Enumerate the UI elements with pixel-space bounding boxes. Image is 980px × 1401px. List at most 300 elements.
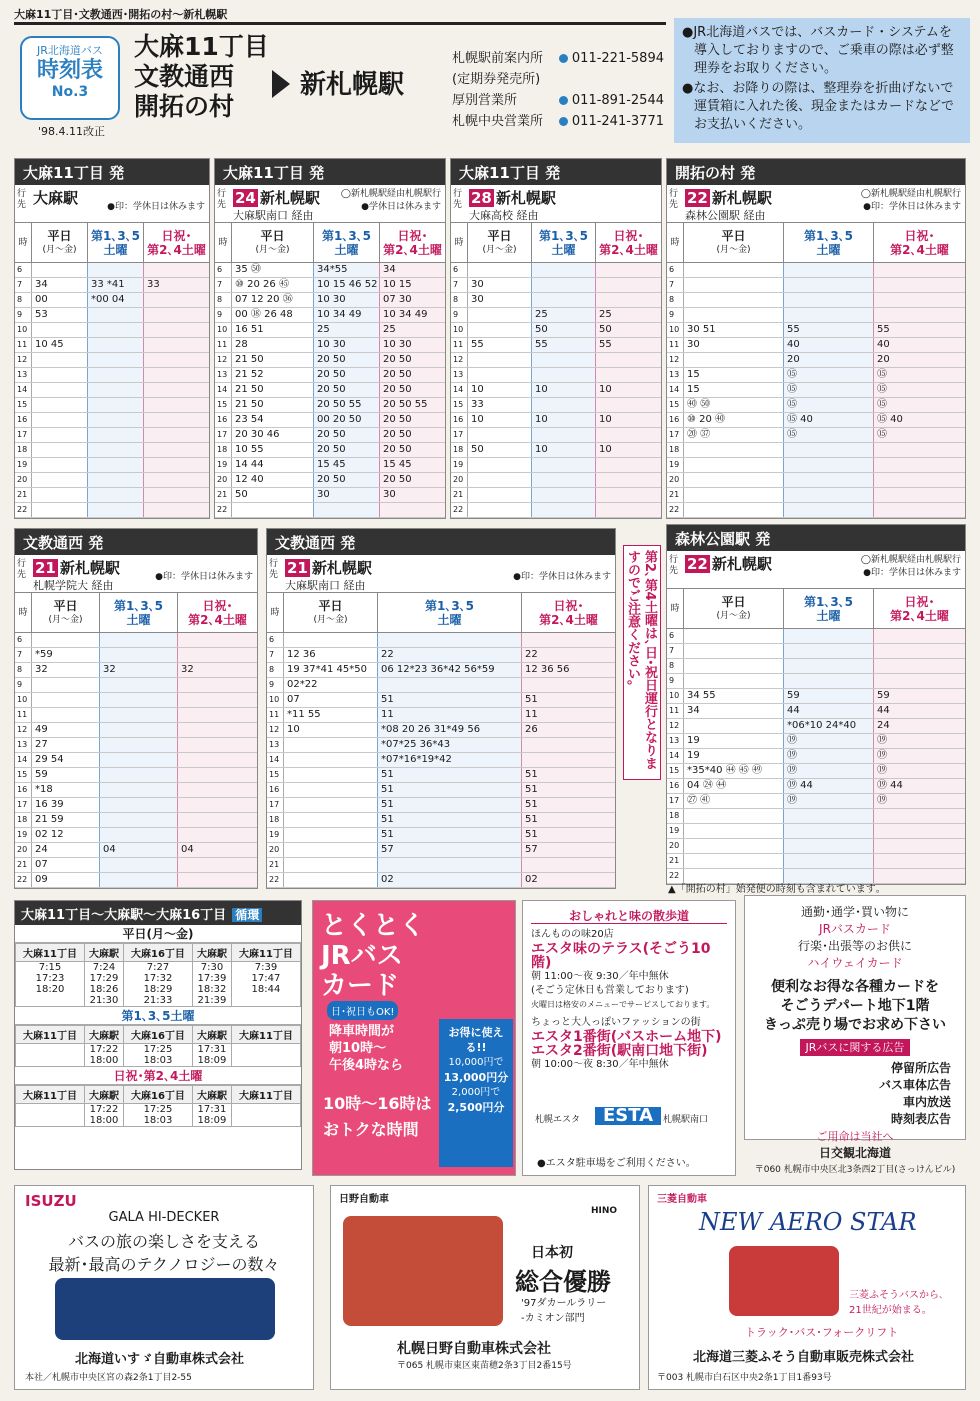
esta-1ban: エスタ1番街(バスホーム地下) [531,1029,722,1045]
saturday-cell [531,293,595,307]
loop-time-cell: 7:15 17:23 18:20 [16,962,85,1007]
holiday-cell [595,278,661,292]
table-row [267,768,615,783]
saturday-warning: 第2､第4土曜は､日･祝日運行となりますのでご注意ください｡ [623,545,661,780]
holiday-cell: 02 [521,873,615,887]
weekday-cell: 50 [467,443,531,457]
holiday-cell: 11 [521,708,615,722]
hour-cell: 19 [217,460,228,469]
isuzu-copy: バスの旅の楽しさを支える [67,1232,260,1251]
hour-cell: 18 [453,445,464,454]
weekday-cell [283,873,377,887]
weekday-cell [683,674,783,688]
loop-time-cell [231,1104,300,1127]
table-row [15,843,257,858]
route-via: 大麻高校 経由 [469,209,539,222]
holiday-cell: 07 30 [379,293,445,307]
saturday-cell [99,813,177,827]
hour-cell: 6 [669,265,675,274]
holiday-cell: 51 [521,828,615,842]
esta-ad [522,900,736,1176]
hour-cell: 17 [269,800,280,809]
weekday-cell: ㉗ ㊶ [683,794,783,808]
holiday-cell [521,858,615,872]
hour-cell: 10 [269,695,280,704]
nikko-text: 行楽･出張等のお供に [797,939,912,953]
arrow-right-icon [272,70,290,98]
hino-address: 〒065 札幌市東区東苗穂2条3丁目2番15号 [397,1361,572,1371]
holiday-cell [595,368,661,382]
hour-cell: 8 [669,661,675,670]
hino-company: 札幌日野自動車株式会社 [397,1341,551,1357]
saturday-cell: 25 [531,308,595,322]
hour-cell: 20 [17,475,28,484]
holiday-cell: 20 50 55 [379,398,445,412]
saturday-cell [783,659,873,673]
weekday-cell [283,828,377,842]
holiday-cell [521,678,615,692]
saturday-cell [99,753,177,767]
table-row [267,678,615,693]
table-row [215,353,445,368]
holiday-cell: ⑮ 40 [873,413,965,427]
loop-time-cell: 17:31 18:09 [192,1044,231,1067]
weekday-cell [31,413,87,427]
esta-parking: ●エスタ駐車場をご利用ください｡ [537,1158,691,1169]
saturday-cell [377,858,521,872]
weekday-cell [31,383,87,397]
table-row [667,428,965,443]
weekday-cell [31,368,87,382]
hino-logo: HINO [591,1206,618,1216]
weekday-cell: 16 39 [31,798,99,812]
table-row [667,368,965,383]
saturday-cell [99,648,177,662]
esta-hours: 朝 11:00～夜 9:30／年中無休 [531,971,669,982]
column-headers: 時 平日 (月～金) 第1､3､5 土曜 日祝･ 第2､4土曜 [267,593,615,633]
table-row [15,383,209,398]
holiday-cell: 20 50 [379,353,445,367]
saturday-cell: 20 50 [313,428,379,442]
saturday-cell: 20 50 [313,443,379,457]
table-row [15,768,257,783]
hour-cell: 15 [669,766,680,775]
table-row [15,458,209,473]
holiday-cell [177,813,257,827]
saturday-cell [783,503,873,517]
holiday-cell [177,768,257,782]
saturday-cell [87,338,143,352]
hour-cell: 11 [269,710,280,719]
saturday-cell: *08 20 26 31*49 56 [377,723,521,737]
route-info: 行先 大麻駅 ●印：学休日は休みます [15,185,209,223]
saturday-cell [531,428,595,442]
holiday-cell: 59 [873,689,965,703]
saturday-cell: 02 [377,873,521,887]
loop-timetable [14,900,302,1170]
weekday-cell: 55 [467,338,531,352]
saturday-cell: 15 45 [313,458,379,472]
weekday-cell [683,839,783,853]
loop-badge: 循環 [232,908,262,922]
saturday-cell: 10 [531,443,595,457]
route-name: 22 新札幌駅 [687,189,772,207]
holiday-cell [177,738,257,752]
saturday-cell [783,854,873,868]
loop-table-weekday [15,943,301,1007]
weekday-cell [683,353,783,367]
loop-time-cell: 17:25 18:03 [123,1044,192,1067]
loop-col-header: 大麻駅 [192,1086,231,1104]
panel-title: 森林公園駅 発 [667,525,965,551]
column-headers: 時 平日 (月～金) 第1､3､5 土曜 日祝･ 第2､4土曜 [667,589,965,629]
table-row [667,278,965,293]
hour-cell: 7 [17,650,23,659]
hour-cell: 8 [17,665,23,674]
saturday-cell [99,738,177,752]
table-row [215,443,445,458]
weekday-cell [467,503,531,517]
saturday-cell: 20 50 [313,473,379,487]
saturday-cell [377,633,521,647]
hour-cell: 18 [669,445,680,454]
table-row [215,413,445,428]
phone-link[interactable]: 011-221-5894 [571,51,664,66]
weekday-cell: 02*22 [283,678,377,692]
hino-ad [330,1185,640,1390]
hour-cell: 14 [669,751,680,760]
route-name: 21 新札幌駅 [287,559,372,577]
loop-section-sun: 日祝･第2､4土曜 [15,1067,301,1085]
saturday-cell [783,308,873,322]
saturday-cell [87,323,143,337]
holiday-cell [873,308,965,322]
isuzu-copy: 最新･最高のテクノロジーの数々 [48,1255,280,1274]
table-row [267,708,615,723]
panel-title: 文教通西 発 [267,529,615,555]
weekday-cell: 19 37*41 45*50 [283,663,377,677]
hour-cell: 14 [17,385,28,394]
table-row [215,473,445,488]
hour-cell: 9 [453,310,459,319]
saturday-cell [531,353,595,367]
hour-cell: 7 [217,280,223,289]
weekday-cell [683,503,783,517]
holiday-cell [521,753,615,767]
saturday-cell [99,708,177,722]
table-row [451,323,661,338]
timetable-panel [450,158,662,519]
column-headers: 時 平日 (月～金) 第1､3､5 土曜 日祝･ 第2､4土曜 [215,223,445,263]
weekday-cell: 12 40 [231,473,313,487]
weekday-cell: *11 55 [283,708,377,722]
esta-hours: 朝 10:00～夜 8:30／年中無休 [531,1059,669,1070]
weekday-cell [467,353,531,367]
mitsubishi-ad [648,1185,966,1390]
table-row [15,308,209,323]
panel-title: 文教通西 発 [15,529,257,555]
holiday-cell: 26 [521,723,615,737]
weekday-cell: 12 36 [283,648,377,662]
hino-copy: 日本初 [531,1245,573,1261]
saturday-cell [531,398,595,412]
saturday-cell: 20 50 [313,368,379,382]
holiday-cell: ⑮ [873,428,965,442]
holiday-cell: 12 36 56 [521,663,615,677]
hour-cell: 16 [453,415,464,424]
holiday-ok-badge: 日･祝日もOK! [327,1001,398,1020]
saturday-cell [783,839,873,853]
weekday-cell: 21 50 [231,398,313,412]
hour-cell: 19 [269,830,280,839]
hour-cell: 9 [669,310,675,319]
weekday-cell [283,813,377,827]
hour-cell: 8 [669,295,675,304]
weekday-cell: 21 50 [231,383,313,397]
saturday-cell [87,383,143,397]
table-row [667,443,965,458]
table-row [15,263,209,278]
loop-col-header: 大麻11丁目 [231,1086,300,1104]
saturday-cell: ⑲ [783,749,873,763]
table-row [667,809,965,824]
saturday-cell: 10 [531,413,595,427]
office-list [452,48,664,132]
table-row [667,794,965,809]
saturday-cell [531,473,595,487]
hour-cell: 10 [217,325,228,334]
holiday-cell: 32 [177,663,257,677]
weekday-cell: 07 [31,858,99,872]
holiday-cell [177,708,257,722]
weekday-cell: 15 [683,383,783,397]
hour-cell: 17 [17,430,28,439]
holiday-cell [143,293,209,307]
route-via: 札幌学院大 経由 [33,579,114,592]
hour-cell: 6 [453,265,459,274]
loop-time-cell: 17:22 18:00 [85,1104,124,1127]
table-row [15,693,257,708]
holiday-cell [873,854,965,868]
holiday-cell: 30 [379,488,445,502]
table-row [15,678,257,693]
hour-cell: 8 [217,295,223,304]
weekday-cell [283,768,377,782]
weekday-cell: 28 [231,338,313,352]
route-via: 森林公園駅 経由 [685,209,766,222]
office-row: 札幌中央営業所 011-241-3771 [452,111,664,132]
nikko-text: ご用命は当社へ [816,1130,894,1143]
holiday-cell [177,753,257,767]
table-row [451,263,661,278]
panel-title: 大麻11丁目 発 [451,159,661,185]
destination: 新札幌駅 [300,70,405,100]
nikko-text: 通勤･通学･買い物に [800,905,909,919]
weekday-cell: 49 [31,723,99,737]
esta-banner: おしゃれと味の散歩道 [531,909,727,924]
hino-copy: '97ダカールラリー -カミオン部門 [521,1298,607,1324]
table-row [215,488,445,503]
hour-cell: 16 [269,785,280,794]
table-row [215,383,445,398]
table-row [451,353,661,368]
table-row [667,503,965,518]
table-row [15,473,209,488]
hour-cell: 16 [669,415,680,424]
table-row [667,854,965,869]
hour-cell: 20 [217,475,228,484]
revised-date: '98.4.11改正 [38,125,106,138]
holiday-cell: 20 [873,353,965,367]
weekday-cell: 20 30 46 [231,428,313,442]
holiday-cell: 25 [595,308,661,322]
column-headers: 時 平日 (月～金) 第1､3､5 土曜 日祝･ 第2､4土曜 [15,593,257,633]
column-headers: 時 平日 (月～金) 第1､3､5 土曜 日祝･ 第2､4土曜 [451,223,661,263]
weekday-cell: 32 [31,663,99,677]
saturday-cell [99,873,177,887]
hour-cell: 22 [269,875,280,884]
hour-cell: 18 [269,815,280,824]
nikko-address: 〒060 札幌市中央区北3条西2丁目(さっけんビル) [754,1165,956,1175]
weekday-cell: 16 51 [231,323,313,337]
logo-title: 時刻表 [36,58,103,83]
hour-cell: 13 [17,740,28,749]
saturday-cell [99,693,177,707]
weekday-cell: 34 55 [683,689,783,703]
saturday-cell: 10 30 [313,338,379,352]
hour-cell: 18 [217,445,228,454]
holiday-cell [143,263,209,277]
weekday-cell [683,263,783,277]
saturday-cell: ⑲ [783,734,873,748]
weekday-cell: 27 [31,738,99,752]
nikko-text: ハイウェイカード [807,956,903,970]
saturday-cell [87,428,143,442]
route-note: ●印：学休日は休みます [155,572,253,582]
weekday-cell [467,488,531,502]
holiday-cell [143,353,209,367]
holiday-cell: 20 50 [379,413,445,427]
mitsu-copy: 三菱ふそうバスから､ 21世紀が始まる｡ [849,1290,944,1316]
hour-cell: 9 [669,676,675,685]
table-row [267,783,615,798]
phone-link[interactable]: 011-241-3771 [571,114,664,129]
timetable-panel [14,158,210,519]
hour-cell: 19 [453,460,464,469]
route-info: 行先 24 新札幌駅 大麻駅南口 経由 ◯新札幌駅経由札幌駅行 ●学休日は休みます [215,185,445,223]
route-via: 大麻駅南口 経由 [285,579,366,592]
weekday-cell [683,473,783,487]
loop-col-header: 大麻16丁目 [123,1086,192,1104]
hour-cell: 8 [269,665,275,674]
table-row [15,753,257,768]
weekday-cell [683,293,783,307]
saturday-cell: ⑮ [783,398,873,412]
holiday-cell: 20 50 [379,368,445,382]
weekday-cell [283,858,377,872]
table-row [267,633,615,648]
hour-cell: 20 [17,845,28,854]
table-row [15,293,209,308]
saturday-cell: 30 [313,488,379,502]
saturday-cell: 34*55 [313,263,379,277]
weekday-cell: ⑩ 20 ㊵ [683,413,783,427]
origin-3: 開拓の村 [134,92,235,121]
hour-cell: 22 [669,871,680,880]
table-row [451,473,661,488]
saturday-cell [87,398,143,412]
saturday-cell: ⑮ [783,368,873,382]
hour-cell: 21 [453,490,464,499]
weekday-cell: 33 [467,398,531,412]
weekday-cell [31,398,87,412]
esta-text: (そごう定休日も営業しております) [531,985,689,996]
table-row [215,503,445,518]
table-row [267,648,615,663]
table-row [451,308,661,323]
table-row [267,663,615,678]
holiday-cell [595,428,661,442]
panel-title: 大麻11丁目 発 [215,159,445,185]
holiday-cell [521,633,615,647]
jr-bus-card-ad [312,900,516,1176]
loop-col-header: 大麻11丁目 [16,1026,85,1044]
saturday-cell: ⑲ 44 [783,779,873,793]
hour-cell: 13 [269,740,280,749]
weekday-cell [31,263,87,277]
timetable-panel [666,524,966,885]
isuzu-ad [14,1185,314,1390]
phone-link[interactable]: 011-891-2544 [571,93,664,108]
table-row [15,398,209,413]
holiday-cell [177,678,257,692]
table-row [667,413,965,428]
saturday-cell: 51 [377,828,521,842]
hour-cell: 6 [217,265,223,274]
holiday-cell: 40 [873,338,965,352]
holiday-cell [143,443,209,457]
saturday-cell: 20 50 55 [313,398,379,412]
hour-cell: 7 [269,650,275,659]
saturday-cell: ⑮ 40 [783,413,873,427]
saturday-cell: ⑮ [783,428,873,442]
saturday-cell [87,473,143,487]
table-row [215,263,445,278]
table-row [267,693,615,708]
mitsu-brand: 三菱自動車 [657,1194,707,1205]
hour-cell: 9 [17,680,23,689]
table-row [215,308,445,323]
hour-cell: 21 [669,856,680,865]
table-row [667,353,965,368]
hour-cell: 11 [17,710,28,719]
table-row [15,428,209,443]
saturday-cell [783,263,873,277]
weekday-cell [31,353,87,367]
hour-cell: 9 [217,310,223,319]
saturday-cell: 51 [377,798,521,812]
saturday-cell: 50 [531,323,595,337]
table-row [267,723,615,738]
holiday-cell [873,488,965,502]
saturday-cell [377,678,521,692]
table-row [451,278,661,293]
holiday-cell [873,293,965,307]
holiday-cell [873,659,965,673]
weekday-cell: ⑩ 20 26 ㊺ [231,278,313,292]
holiday-cell [595,293,661,307]
table-row [267,843,615,858]
